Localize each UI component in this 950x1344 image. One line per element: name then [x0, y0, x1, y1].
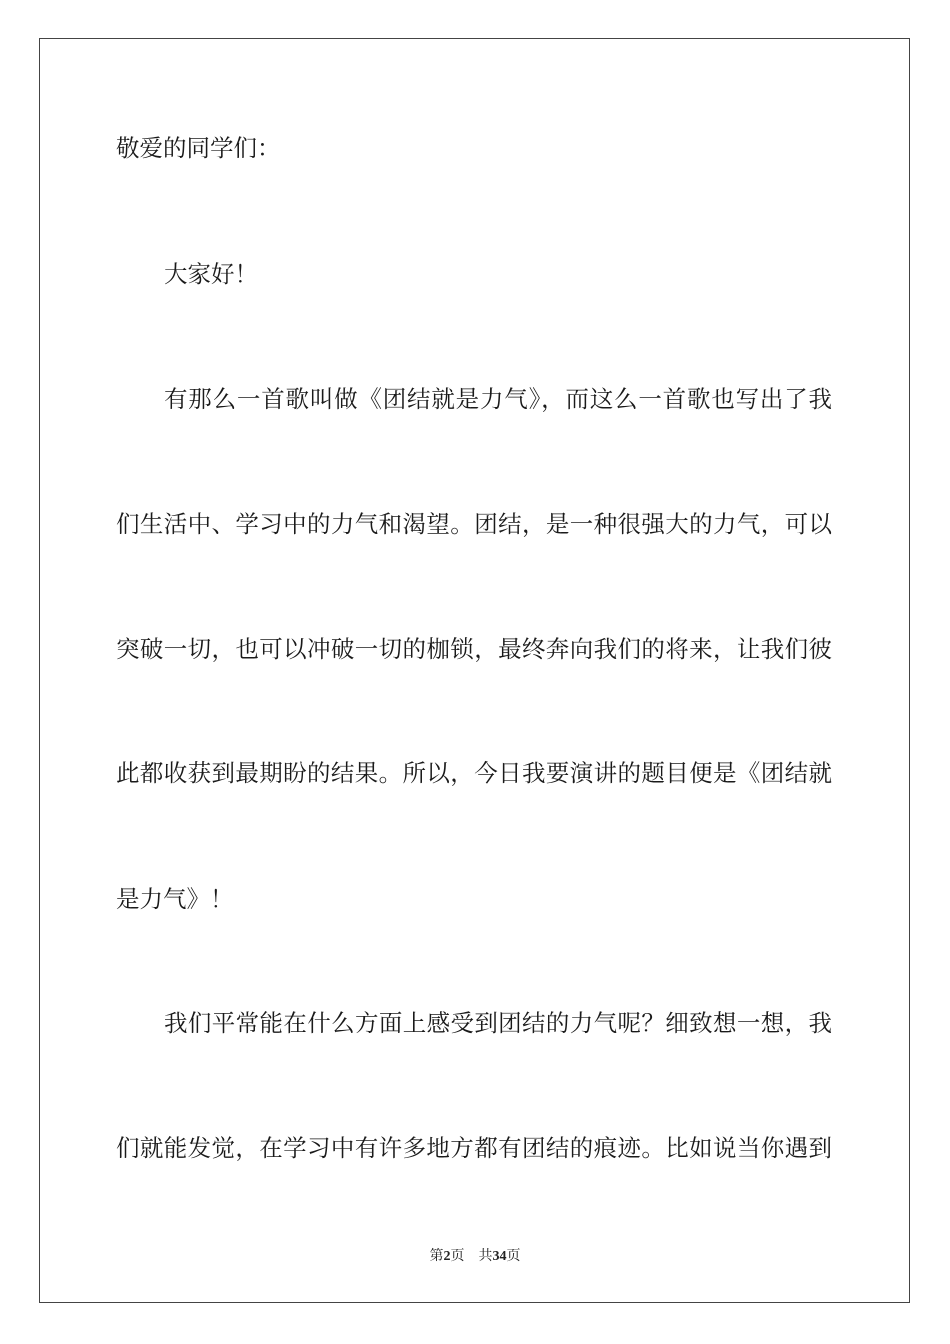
page-suffix: 页 — [450, 1249, 465, 1264]
paragraph-line: 此都收获到最期盼的结果。所以，今日我要演讲的题目便是《团结就 — [116, 759, 832, 787]
page-number: 2 — [443, 1249, 451, 1264]
paragraph-line: 我们平常能在什么方面上感受到团结的力气呢？细致想一想，我 — [164, 1009, 832, 1037]
page-prefix: 第 — [429, 1249, 444, 1264]
salutation-line: 敬爱的同学们： — [116, 134, 281, 162]
page-footer — [0, 1248, 950, 1266]
paragraph-line: 有那么一首歌叫做《团结就是力气》，而这么一首歌也写出了我 — [164, 385, 832, 413]
paragraph-line: 突破一切，也可以冲破一切的枷锁，最终奔向我们的将来，让我们彼 — [116, 635, 832, 663]
greeting-line: 大家好！ — [164, 260, 258, 288]
paragraph-line: 们生活中、学习中的力气和渴望。团结，是一种很强大的力气，可以 — [116, 510, 832, 538]
page-border — [39, 38, 910, 1303]
paragraph-line: 是力气》！ — [116, 885, 234, 913]
total-pages: 34 — [492, 1249, 507, 1264]
total-suffix: 页 — [506, 1249, 521, 1264]
paragraph-line: 们就能发觉，在学习中有许多地方都有团结的痕迹。比如说当你遇到 — [116, 1134, 832, 1162]
total-prefix: 共 — [478, 1249, 493, 1264]
